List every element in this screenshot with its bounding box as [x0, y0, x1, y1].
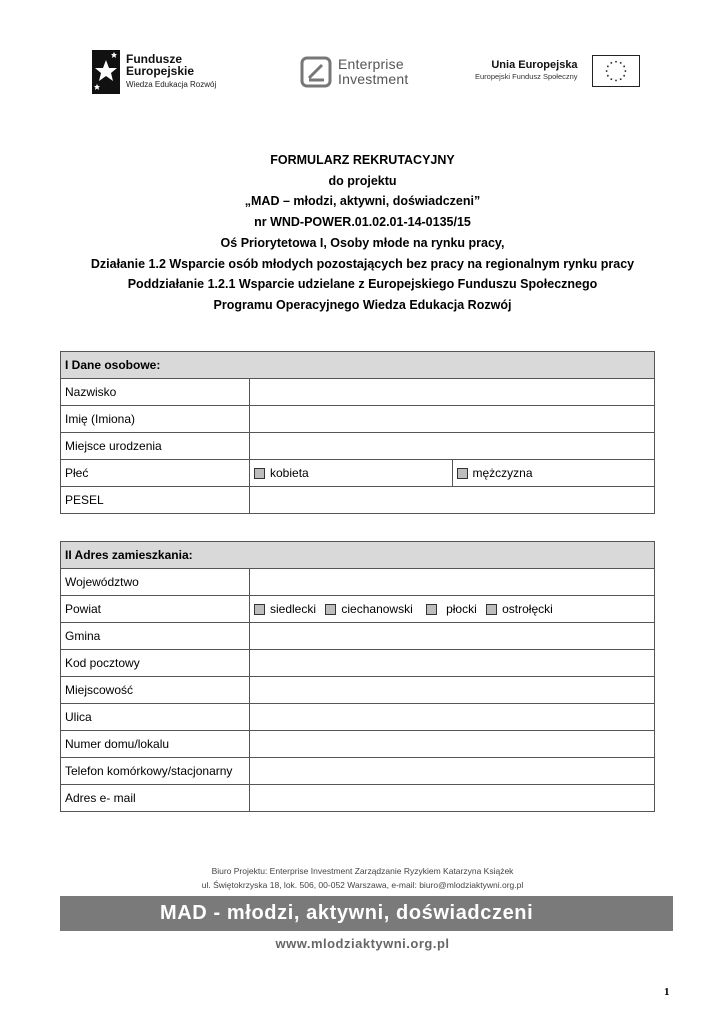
eu-flag-icon	[592, 55, 640, 87]
checkbox-plocki[interactable]	[426, 604, 437, 615]
option-siedlecki-label: siedlecki	[270, 602, 317, 616]
field-wojewodztwo[interactable]	[250, 569, 655, 596]
field-gmina[interactable]	[250, 623, 655, 650]
field-miejscowosc[interactable]	[250, 677, 655, 704]
title-line-4: nr WND-POWER.01.02.01-14-0135/15	[254, 215, 471, 230]
field-telefon[interactable]	[250, 758, 655, 785]
label-wojewodztwo: Województwo	[61, 569, 250, 596]
option-ciechanowski-label: ciechanowski	[341, 602, 413, 616]
title-line-3: „MAD – młodzi, aktywni, doświadczeni”	[244, 194, 481, 209]
title-line-8: Programu Operacyjnego Wiedza Edukacja Rozwój	[213, 297, 512, 312]
label-ulica: Ulica	[61, 704, 250, 731]
ei-logo-line1: Enterprise	[338, 56, 404, 72]
footer-website: www.mlodziaktywni.org.pl	[275, 936, 450, 951]
page-number: 1	[664, 986, 670, 998]
checkbox-kobieta[interactable]	[254, 468, 265, 479]
label-pesel: PESEL	[61, 487, 250, 514]
fundusze-europejskie-logo	[92, 50, 216, 94]
footer-address-line: ul. Świętokrzyska 18, lok. 506, 00-052 Warszawa, e-mail: biuro@mlodziaktywni.org.pl	[201, 880, 524, 890]
personal-data-header: I Dane osobowe:	[61, 352, 655, 379]
field-kod-pocztowy[interactable]	[250, 650, 655, 677]
option-kobieta	[250, 460, 453, 487]
option-mezczyzna	[452, 460, 655, 487]
field-ulica[interactable]	[250, 704, 655, 731]
field-miejsce-urodzenia[interactable]	[250, 433, 655, 460]
field-numer-domu[interactable]	[250, 731, 655, 758]
label-kod-pocztowy: Kod pocztowy	[61, 650, 250, 677]
footer-office-line: Biuro Projektu: Enterprise Investment Zarządzanie Ryzykiem Katarzyna Książek	[211, 866, 514, 876]
label-imie: Imię (Imiona)	[61, 406, 250, 433]
checkbox-ostrolecki[interactable]	[486, 604, 497, 615]
fe-logo-line2: Europejskie	[126, 64, 195, 78]
title-line-7: Poddziałanie 1.2.1 Wsparcie udzielane z Europejskiego Funduszu Społecznego	[127, 277, 598, 292]
label-powiat: Powiat	[61, 596, 250, 623]
fe-star-flag-icon	[92, 50, 120, 94]
field-imie[interactable]	[250, 406, 655, 433]
title-line-6: Działanie 1.2 Wsparcie osób młodych pozostających bez pracy na regionalnym rynku pracy	[90, 256, 635, 271]
field-powiat	[250, 596, 655, 623]
field-email[interactable]	[250, 785, 655, 812]
checkbox-ciechanowski[interactable]	[325, 604, 336, 615]
label-gmina: Gmina	[61, 623, 250, 650]
title-line-5: Oś Priorytetowa I, Osoby młode na rynku pracy,	[220, 235, 505, 250]
ei-logo-line2: Investment	[338, 71, 409, 87]
field-pesel[interactable]	[250, 487, 655, 514]
label-telefon: Telefon komórkowy/stacjonarny	[61, 758, 250, 785]
address-table	[60, 541, 655, 812]
address-header: II Adres zamieszkania:	[61, 542, 655, 569]
title-line-2: do projektu	[328, 173, 397, 188]
option-mezczyzna-label: mężczyzna	[472, 466, 533, 480]
form-title	[40, 150, 685, 316]
footer-banner-text: MAD - młodzi, aktywni, doświadczeni	[160, 902, 534, 924]
checkbox-siedlecki[interactable]	[254, 604, 265, 615]
option-kobieta-label: kobieta	[270, 466, 309, 480]
option-plocki-label: płocki	[446, 602, 477, 616]
fe-logo-line3: Wiedza Edukacja Rozwój	[126, 80, 217, 89]
enterprise-investment-logo	[300, 56, 408, 88]
personal-data-table	[60, 351, 655, 514]
ei-mark-icon	[300, 56, 332, 88]
checkbox-mezczyzna[interactable]	[457, 468, 468, 479]
label-miejscowosc: Miejscowość	[61, 677, 250, 704]
ue-logo-line1: Unia Europejska	[491, 59, 578, 71]
label-miejsce-urodzenia: Miejsce urodzenia	[61, 433, 250, 460]
option-ostrolecki-label: ostrołęcki	[502, 602, 553, 616]
label-plec: Płeć	[61, 460, 250, 487]
label-numer-domu: Numer domu/lokalu	[61, 731, 250, 758]
field-nazwisko[interactable]	[250, 379, 655, 406]
label-nazwisko: Nazwisko	[61, 379, 250, 406]
ue-logo-line2: Europejski Fundusz Społeczny	[475, 72, 578, 81]
label-email: Adres e- mail	[61, 785, 250, 812]
fe-logo-line1: Fundusze	[126, 52, 182, 66]
footer-banner	[60, 896, 673, 931]
unia-europejska-logo	[475, 55, 640, 87]
title-line-1: FORMULARZ REKRUTACYJNY	[270, 153, 455, 167]
